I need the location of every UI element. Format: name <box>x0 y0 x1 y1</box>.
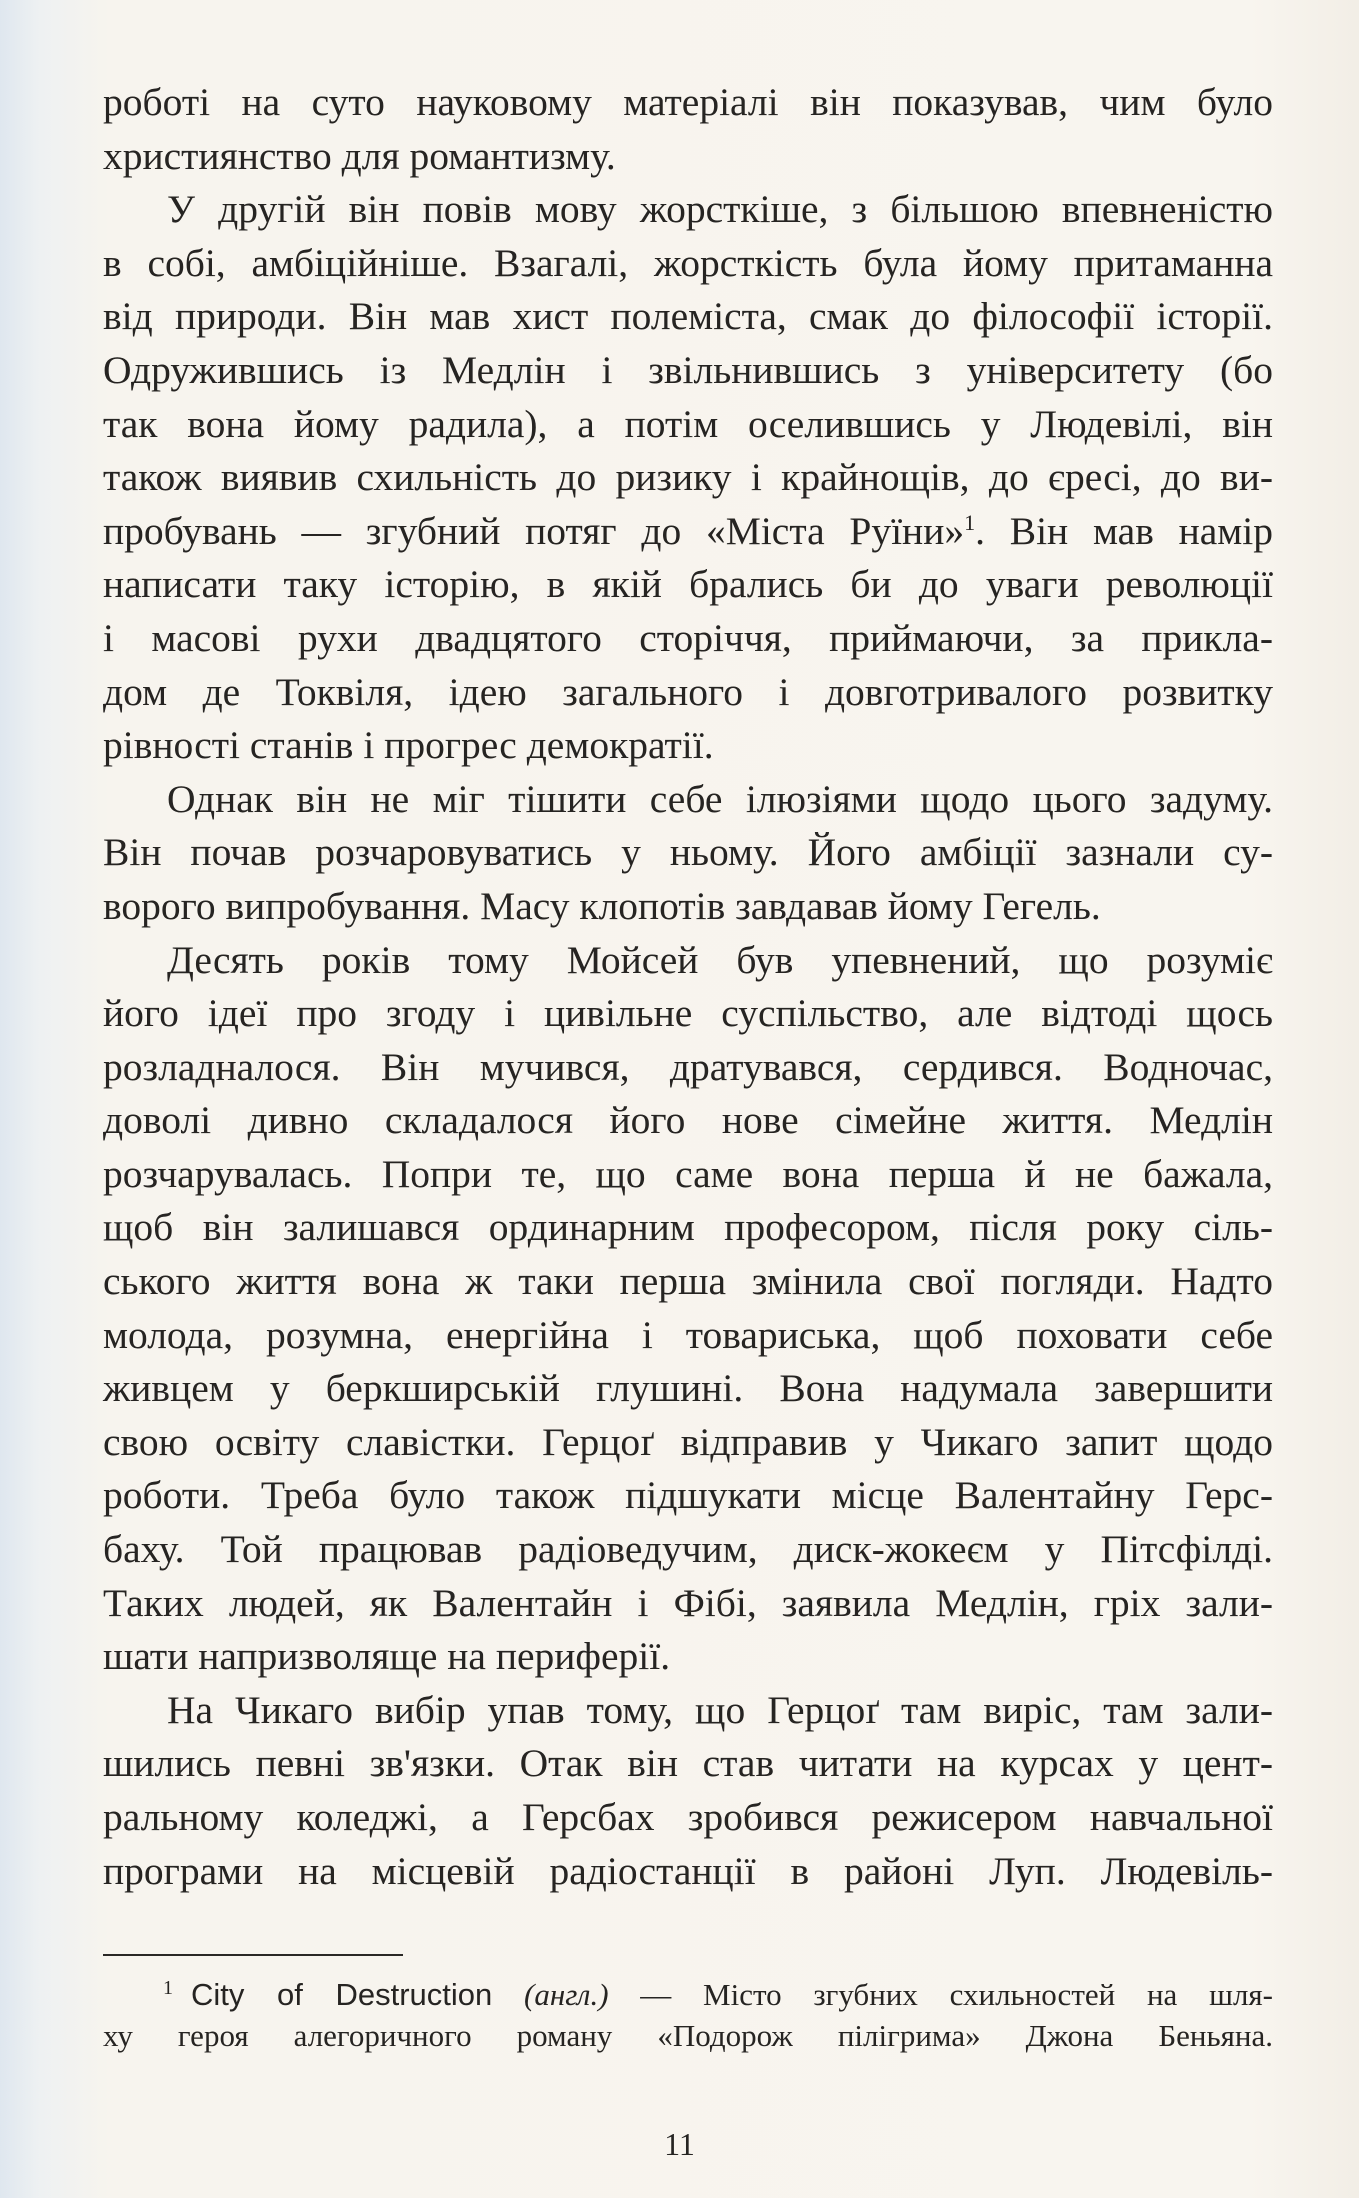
paragraph <box>103 183 1273 773</box>
text-line: ського життя вона ж таки перша змінила свої погляди. Надто <box>103 1259 1273 1304</box>
main-text <box>103 76 1273 1898</box>
text-fragment: пробувань — згубний потяг до «Міста Руїни» <box>103 508 965 553</box>
text-line: дом де Токвіля, ідею загального і довготривалого розвитку <box>103 669 1273 714</box>
text-line: шились певні зв'язки. Отак він став читати на курсах у цент- <box>103 1741 1273 1786</box>
text-line: написати таку історію, в якій брались би до уваги революції <box>103 562 1273 607</box>
footnote-reference[interactable]: 1 <box>964 509 976 535</box>
text-line: розчарувалась. Попри те, що саме вона перша й не бажала, <box>103 1151 1273 1196</box>
paragraph <box>103 934 1273 1684</box>
paragraph <box>103 76 1273 183</box>
text-line: живцем у беркширській глушині. Вона надумала завершити <box>103 1366 1273 1411</box>
page-number: 11 <box>664 2126 695 2162</box>
text-fragment: . Він мав намір <box>975 508 1273 553</box>
text-line: шати напризволяще на периферії. <box>103 1634 671 1679</box>
text-line: Він почав розчаровуватись у ньому. Його амбіції зазнали су- <box>103 830 1273 875</box>
text-line: Десять років тому Мойсей був упевнений, що розуміє <box>167 937 1273 982</box>
text-line: ральному коледжі, а Герсбах зробився режисером навчальної <box>103 1795 1273 1839</box>
text-line: молода, розумна, енергійна і товариська, щоб поховати себе <box>103 1312 1273 1357</box>
text-line: роботи. Треба було також підшукати місце Валентайну Герс- <box>103 1473 1273 1518</box>
text-line: роботі на суто науковому матеріалі він показував, чим було <box>103 80 1273 124</box>
text-line: християнство для романтизму. <box>103 133 616 178</box>
text-line: в собі, амбіційніше. Взагалі, жорсткість була йому притаманна <box>103 240 1273 285</box>
footnote-text: — Місто згубних схильностей на шля- <box>608 1977 1273 2012</box>
text-line: баху. Той працював радіоведучим, диск-жокеєм у Пітсфілді. <box>103 1527 1273 1572</box>
text-line: Одружившись із Медлін і звільнившись з університету (бо <box>103 347 1273 392</box>
text-line: розладналося. Він мучився, дратувався, сердився. Водночас, <box>103 1044 1273 1089</box>
paragraph <box>103 773 1273 934</box>
text-line: доволі дивно складалося його нове сімейне життя. Медлін <box>103 1098 1273 1143</box>
text-line: від природи. Він мав хист полеміста, смак до філософії історії. <box>103 294 1273 339</box>
paragraph <box>103 1684 1273 1898</box>
footnote-line: ху героя алегоричного роману «Подорож пілігрима» Джона Беньяна. <box>103 2018 1273 2053</box>
text-line: свою освіту славістки. Герцоґ відправив у Чикаго запит щодо <box>103 1419 1273 1464</box>
footnote-term: City of Destruction <box>191 1977 493 2012</box>
footnote-line: 1 City of Destruction (англ.) — Місто згубних схильностей на шля- <box>163 1976 1273 2012</box>
text-line: і масові рухи двадцятого сторіччя, приймаючи, за прикла- <box>103 615 1273 660</box>
text-line: також виявив схильність до ризику і крайнощів, до єресі, до ви- <box>103 455 1273 500</box>
text-line: На Чикаго вибір упав тому, що Герцоґ там виріс, там зали- <box>167 1687 1273 1732</box>
text-line: його ідеї про згоду і цивільне суспільство, але відтоді щось <box>103 991 1273 1036</box>
footnote-language: (англ.) <box>524 1977 609 2012</box>
footnote-divider <box>103 1954 403 1956</box>
text-line: Таких людей, як Валентайн і Фібі, заявила Медлін, гріх зали- <box>103 1580 1273 1625</box>
text-line: рівності станів і прогрес демократії. <box>103 723 714 768</box>
text-line: ворого випробування. Масу клопотів завдавав йому Гегель. <box>103 883 1101 928</box>
text-line-with-footnote <box>103 505 1273 559</box>
text-line: У другій він повів мову жорсткіше, з більшою впевненістю <box>167 187 1273 232</box>
footnote <box>103 1974 1273 2056</box>
text-line: програми на місцевій радіостанції в районі Луп. Людевіль- <box>103 1848 1273 1893</box>
text-line: Однак він не міг тішити себе ілюзіями щодо цього задуму. <box>167 776 1273 821</box>
text-line: щоб він залишався ординарним професором, після року сіль- <box>103 1205 1273 1250</box>
text-line: так вона йому радила), а потім оселившись у Людевілі, він <box>103 401 1273 446</box>
